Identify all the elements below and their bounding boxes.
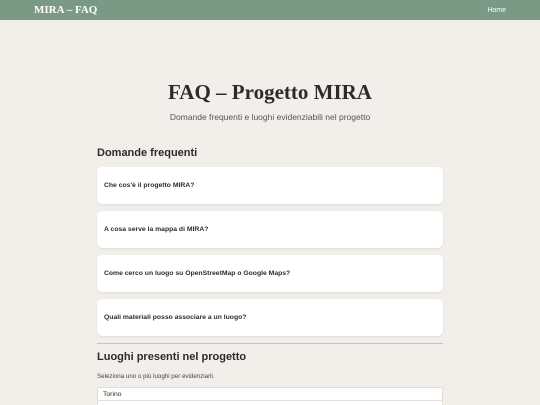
page-subtitle: Domande frequenti e luoghi evidenziabili nel progetto — [169, 112, 371, 122]
faq-item[interactable] — [97, 167, 443, 204]
place-item-torino[interactable]: Torino — [97, 387, 443, 401]
nav-link-home[interactable]: Home — [487, 6, 506, 14]
faq-item[interactable] — [97, 299, 443, 336]
faq-section-title: Domande frequenti — [97, 147, 198, 159]
top-navbar — [0, 0, 540, 20]
page-title: FAQ – Progetto MIRA — [168, 80, 372, 104]
faq-item[interactable] — [97, 211, 443, 248]
section-divider — [97, 343, 443, 344]
faq-question-label: Come cerco un luogo su OpenStreetMap o Google Maps? — [104, 270, 291, 277]
faq-item[interactable] — [97, 255, 443, 292]
places-section-title: Luoghi presenti nel progetto — [97, 351, 247, 363]
faq-question-label: Quali materiali posso associare a un luogo? — [104, 314, 247, 321]
brand-title[interactable]: MIRA – FAQ — [34, 4, 98, 16]
faq-question-label: Che cos'è il progetto MIRA? — [104, 182, 195, 189]
faq-question-label: A cosa serve la mappa di MIRA? — [104, 226, 209, 233]
place-item-next[interactable] — [97, 401, 443, 405]
places-hint: Seleziona uno o più luoghi per evidenziarli. — [97, 373, 215, 380]
